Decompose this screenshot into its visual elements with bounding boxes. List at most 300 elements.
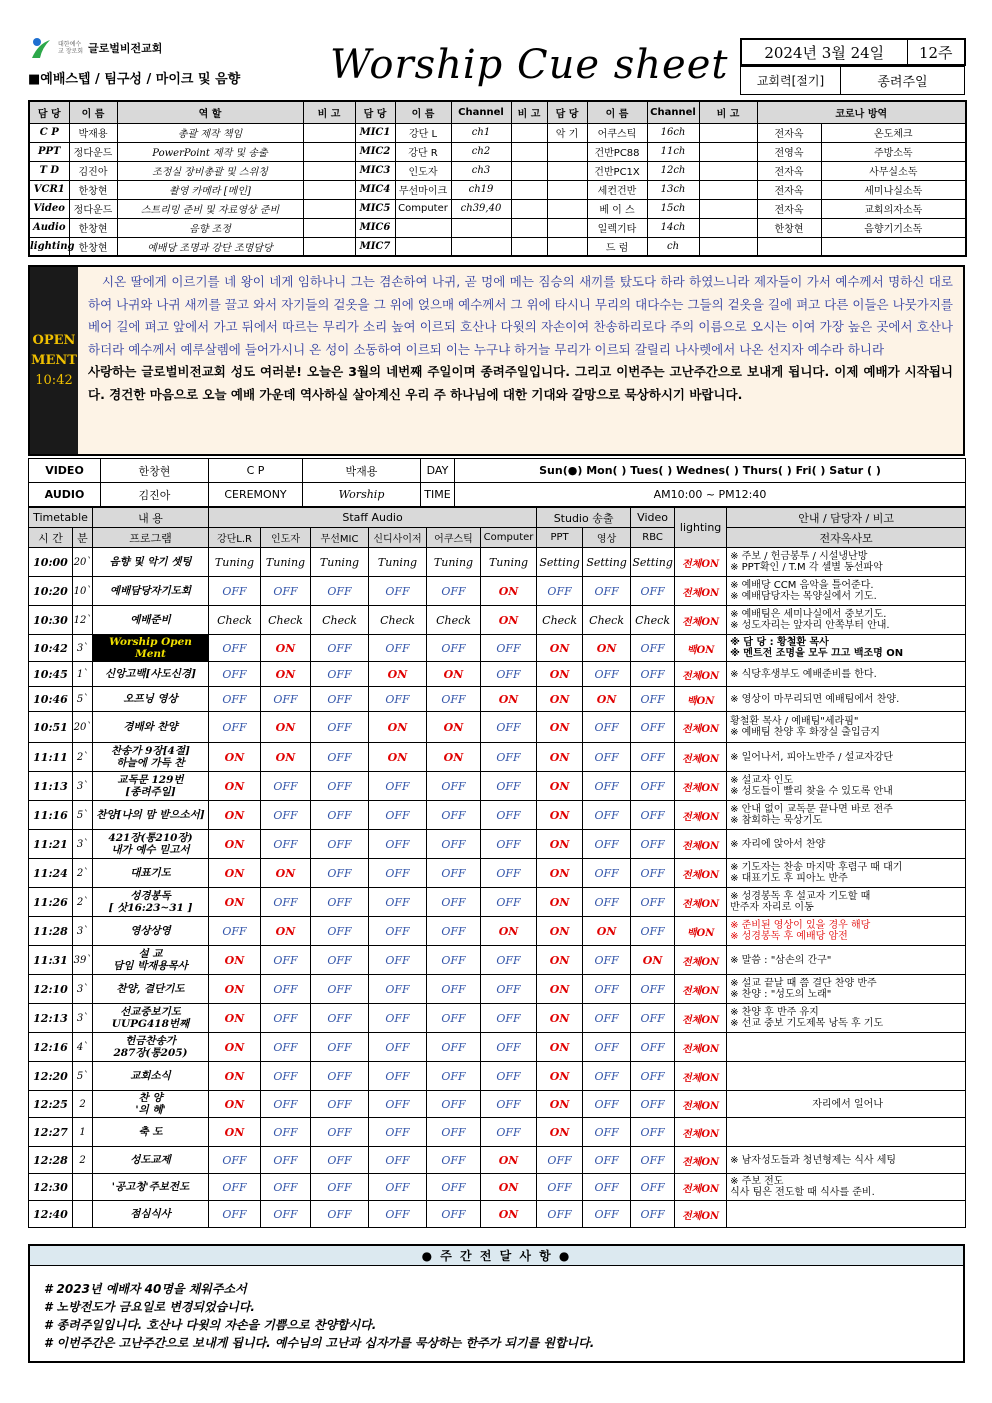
status-cell: OFF: [261, 772, 311, 801]
status-cell: OFF: [311, 662, 369, 687]
schedule-minutes: 2`: [73, 859, 93, 888]
status-cell: Setting: [583, 548, 631, 577]
status-cell: ON: [481, 687, 537, 712]
staff-cell: 어쿠스틱: [587, 123, 647, 142]
audio-name: 김진아: [101, 483, 209, 507]
status-cell: OFF: [427, 1091, 481, 1118]
status-cell: OFF: [311, 830, 369, 859]
staff-cell: 김진아: [69, 161, 117, 180]
staff-cell: [303, 142, 355, 161]
status-cell: ON: [369, 712, 427, 743]
staff-cell: MIC3: [355, 161, 395, 180]
staff-cell: T D: [29, 161, 69, 180]
schedule-minutes: 2`: [73, 743, 93, 772]
program-header: 프로그램: [93, 528, 209, 548]
schedule-program: 대표기도: [93, 859, 209, 888]
status-cell: ON: [209, 743, 261, 772]
status-cell: ON: [583, 917, 631, 946]
status-cell: OFF: [631, 830, 675, 859]
schedule-note: ※ 찬양 후 반주 유지 ※ 선교 중보 기도제목 낭독 후 기도: [727, 1004, 966, 1033]
schedule-minutes: 5`: [73, 801, 93, 830]
status-cell: Setting: [537, 548, 583, 577]
staff-cell: 일렉기타: [587, 218, 647, 237]
opening-label-2: MENT: [31, 352, 77, 368]
status-cell: OFF: [369, 830, 427, 859]
schedule-row: [29, 1091, 966, 1118]
status-cell: OFF: [427, 1147, 481, 1174]
status-cell: OFF: [369, 1147, 427, 1174]
staff-cell: [303, 218, 355, 237]
schedule-minutes: 12`: [73, 606, 93, 635]
status-cell: ON: [481, 917, 537, 946]
schedule-row: [29, 859, 966, 888]
timetable-header: Timetable: [29, 508, 93, 528]
status-cell: ON: [537, 801, 583, 830]
schedule-minutes: 3`: [73, 830, 93, 859]
lighting-cell: 백ON: [675, 635, 727, 662]
staff-cell: [511, 237, 547, 256]
status-cell: OFF: [311, 1201, 369, 1228]
schedule-program: 신앙고백[사도신경]: [93, 662, 209, 687]
schedule-program: 성경봉독 [ 삿16:23~31 ]: [93, 888, 209, 917]
status-cell: ON: [209, 830, 261, 859]
content-header: 내 용: [93, 508, 209, 528]
status-cell: Check: [537, 606, 583, 635]
video-name: 한창현: [101, 459, 209, 483]
status-cell: ON: [537, 830, 583, 859]
status-cell: ON: [209, 888, 261, 917]
status-cell: ON: [261, 662, 311, 687]
schedule-time: 12:13: [29, 1004, 73, 1033]
schedule-minutes: 5`: [73, 1062, 93, 1091]
status-cell: OFF: [583, 1174, 631, 1201]
staff-cell: [303, 180, 355, 199]
status-cell: ON: [427, 743, 481, 772]
staff-header-cell: 이 름: [587, 101, 647, 123]
status-cell: OFF: [369, 888, 427, 917]
schedule-note: ※ 성경봉독 후 설교자 기도할 때 반주자 자리로 이동: [727, 888, 966, 917]
schedule-minutes: 4`: [73, 1033, 93, 1062]
staff-cell: [547, 161, 587, 180]
status-cell: ON: [209, 772, 261, 801]
status-cell: OFF: [311, 946, 369, 975]
schedule-time: 12:16: [29, 1033, 73, 1062]
schedule-minutes: 20`: [73, 712, 93, 743]
staff-cell: [547, 142, 587, 161]
video-header: Video: [631, 508, 675, 528]
staff-header-cell: Channel: [451, 101, 511, 123]
status-cell: OFF: [631, 743, 675, 772]
staff-cell: 촬영 카메라 [메인]: [117, 180, 303, 199]
status-cell: OFF: [481, 859, 537, 888]
status-cell: OFF: [481, 1004, 537, 1033]
status-cell: OFF: [481, 888, 537, 917]
status-cell: ON: [369, 662, 427, 687]
schedule-row: [29, 946, 966, 975]
status-cell: OFF: [261, 1062, 311, 1091]
status-cell: ON: [537, 687, 583, 712]
staff-row: [29, 123, 966, 142]
status-cell: OFF: [369, 1062, 427, 1091]
staff-cell: 14ch: [647, 218, 699, 237]
info-table: [28, 458, 966, 507]
schedule-time: 11:13: [29, 772, 73, 801]
schedule-time: 12:28: [29, 1147, 73, 1174]
schedule-time: 10:51: [29, 712, 73, 743]
status-cell: ON: [481, 606, 537, 635]
staff-cell: ch2: [451, 142, 511, 161]
status-cell: ON: [209, 946, 261, 975]
schedule-time: 12:30: [29, 1174, 73, 1201]
lighting-cell: 전체ON: [675, 1174, 727, 1201]
status-cell: OFF: [481, 1033, 537, 1062]
status-cell: OFF: [369, 1118, 427, 1147]
status-cell: OFF: [261, 830, 311, 859]
schedule-row: [29, 917, 966, 946]
status-cell: OFF: [631, 1004, 675, 1033]
status-cell: OFF: [261, 1033, 311, 1062]
status-cell: OFF: [583, 712, 631, 743]
schedule-row: [29, 687, 966, 712]
status-cell: OFF: [427, 1004, 481, 1033]
staff-cell: 건반PC88: [587, 142, 647, 161]
status-cell: OFF: [369, 1004, 427, 1033]
staff-cell: [699, 142, 757, 161]
status-cell: OFF: [427, 687, 481, 712]
staff-cell: C P: [29, 123, 69, 142]
calendar-box: [740, 66, 965, 95]
column-header: 어쿠스틱: [427, 528, 481, 548]
schedule-program: 점심식사: [93, 1201, 209, 1228]
staff-cell: 한창현: [69, 180, 117, 199]
staff-cell: ch1: [451, 123, 511, 142]
staff-cell: [699, 161, 757, 180]
status-cell: ON: [427, 662, 481, 687]
schedule-note: 황철환 목사 / 예배팀"세라핌" ※ 예배팀 찬양 후 화장실 출입금지: [727, 712, 966, 743]
staff-header-cell: 비 고: [699, 101, 757, 123]
staff-cell: MIC5: [355, 199, 395, 218]
staff-header-cell: Channel: [647, 101, 699, 123]
staff-cell: 전자옥: [757, 180, 821, 199]
status-cell: OFF: [631, 801, 675, 830]
column-header: 신디사이저: [369, 528, 427, 548]
lighting-cell: 전체ON: [675, 830, 727, 859]
schedule-note: ※ 남자성도들과 청년형제는 식사 세팅: [727, 1147, 966, 1174]
staff-audio-header: Staff Audio: [209, 508, 537, 528]
status-cell: Check: [631, 606, 675, 635]
staff-cell: ch19: [451, 180, 511, 199]
schedule-row: [29, 712, 966, 743]
status-cell: ON: [261, 917, 311, 946]
schedule-note: [727, 1033, 966, 1062]
ceremony-label: CEREMONY: [209, 483, 303, 507]
lighting-cell: 전체ON: [675, 577, 727, 606]
schedule-time: 10:20: [29, 577, 73, 606]
status-cell: OFF: [311, 1004, 369, 1033]
status-cell: OFF: [427, 859, 481, 888]
weekly-notice: [28, 1244, 965, 1363]
schedule-note: ※ 예배팀은 세미나실에서 중보기도. ※ 성도자리는 앞자리 안쪽부터 안내.: [727, 606, 966, 635]
schedule-time: 10:45: [29, 662, 73, 687]
status-cell: OFF: [583, 772, 631, 801]
status-cell: OFF: [311, 1033, 369, 1062]
schedule-minutes: 10`: [73, 577, 93, 606]
schedule-note: 자리에서 일어나: [727, 1091, 966, 1118]
status-cell: ON: [583, 635, 631, 662]
status-cell: OFF: [631, 662, 675, 687]
staff-cell: 무선마이크: [395, 180, 451, 199]
lighting-cell: 전체ON: [675, 772, 727, 801]
staff-header-cell: 담 당: [355, 101, 395, 123]
staff-cell: 주방소독: [821, 142, 966, 161]
status-cell: OFF: [481, 1091, 537, 1118]
staff-row: [29, 218, 966, 237]
schedule-minutes: 1`: [73, 662, 93, 687]
status-cell: ON: [261, 712, 311, 743]
schedule-minutes: 5`: [73, 687, 93, 712]
staff-cell: PowerPoint 제작 및 송출: [117, 142, 303, 161]
weekly-list: [30, 1266, 963, 1352]
day-label: DAY: [421, 459, 455, 483]
schedule-time: 11:31: [29, 946, 73, 975]
status-cell: ON: [537, 712, 583, 743]
time-label: TIME: [421, 483, 455, 507]
status-cell: OFF: [311, 712, 369, 743]
weekly-item: # 이번주간은 고난주간으로 보내게 됩니다. 예수님의 고난과 십자가를 묵상하는 한주가 되기를 원합니다.: [44, 1336, 595, 1350]
staff-cell: ch3: [451, 161, 511, 180]
status-cell: OFF: [261, 1091, 311, 1118]
status-cell: OFF: [631, 917, 675, 946]
schedule-row: [29, 801, 966, 830]
status-cell: OFF: [481, 662, 537, 687]
staff-cell: [511, 142, 547, 161]
lighting-cell: 전체ON: [675, 946, 727, 975]
schedule-minutes: 2: [73, 1091, 93, 1118]
status-cell: Tuning: [369, 548, 427, 577]
schedule-program: 찬 양 '의 혜': [93, 1091, 209, 1118]
status-cell: OFF: [583, 888, 631, 917]
staff-cell: 강단 L: [395, 123, 451, 142]
schedule-program: 영상상영: [93, 917, 209, 946]
status-cell: OFF: [427, 830, 481, 859]
staff-cell: 한창현: [757, 218, 821, 237]
status-cell: OFF: [369, 772, 427, 801]
status-cell: OFF: [583, 577, 631, 606]
status-cell: Tuning: [481, 548, 537, 577]
lighting-cell: 전체ON: [675, 606, 727, 635]
schedule-time: 11:16: [29, 801, 73, 830]
status-cell: ON: [537, 1062, 583, 1091]
schedule-minutes: 3`: [73, 1004, 93, 1033]
status-cell: OFF: [311, 635, 369, 662]
opening-label-box: [30, 267, 78, 454]
schedule-note: ※ 일어나서, 피아노반주 / 설교자강단: [727, 743, 966, 772]
staff-cell: 한창현: [69, 237, 117, 256]
status-cell: OFF: [631, 859, 675, 888]
schedule-time: 10:00: [29, 548, 73, 577]
status-cell: OFF: [369, 577, 427, 606]
staff-cell: [395, 218, 451, 237]
status-cell: OFF: [209, 1147, 261, 1174]
lighting-cell: 전체ON: [675, 1118, 727, 1147]
status-cell: ON: [481, 1147, 537, 1174]
staff-cell: [699, 199, 757, 218]
schedule-program: 헌금찬송가 287장(통205): [93, 1033, 209, 1062]
lighting-cell: 전체ON: [675, 548, 727, 577]
status-cell: OFF: [583, 1147, 631, 1174]
staff-table: [28, 100, 967, 257]
week-text: 12주: [907, 39, 965, 65]
staff-cell: 드 럼: [587, 237, 647, 256]
status-cell: Check: [209, 606, 261, 635]
staff-cell: [303, 123, 355, 142]
status-cell: OFF: [537, 1201, 583, 1228]
status-cell: ON: [427, 712, 481, 743]
weekly-item: # 2023년 예배자 40명을 채워주소서: [44, 1282, 247, 1296]
status-cell: ON: [537, 917, 583, 946]
schedule-program: 음향 및 악기 셋팅: [93, 548, 209, 577]
staff-row: [29, 142, 966, 161]
status-cell: ON: [481, 1201, 537, 1228]
schedule-table: [28, 507, 966, 1228]
status-cell: OFF: [209, 1201, 261, 1228]
status-cell: OFF: [631, 635, 675, 662]
staff-cell: 정다운드: [69, 142, 117, 161]
staff-cell: [757, 237, 821, 256]
status-cell: OFF: [311, 975, 369, 1004]
status-cell: OFF: [427, 635, 481, 662]
calendar-label: 교회력[절기]: [741, 67, 841, 95]
schedule-minutes: 2: [73, 1147, 93, 1174]
status-cell: OFF: [369, 975, 427, 1004]
status-cell: OFF: [427, 577, 481, 606]
status-cell: OFF: [369, 1033, 427, 1062]
status-cell: OFF: [631, 1091, 675, 1118]
staff-header-cell: 담 당: [547, 101, 587, 123]
schedule-minutes: 3`: [73, 772, 93, 801]
staff-cell: MIC4: [355, 180, 395, 199]
schedule-row: [29, 743, 966, 772]
staff-cell: 15ch: [647, 199, 699, 218]
status-cell: ON: [537, 1091, 583, 1118]
status-cell: OFF: [631, 1174, 675, 1201]
column-header: 무선MIC: [311, 528, 369, 548]
staff-cell: [303, 237, 355, 256]
schedule-time: 11:28: [29, 917, 73, 946]
weekly-item: # 종려주일입니다. 호산나 다윗의 자손을 기쁨으로 찬양합시다.: [44, 1318, 377, 1332]
staff-cell: 11ch: [647, 142, 699, 161]
status-cell: OFF: [311, 801, 369, 830]
staff-cell: 인도자: [395, 161, 451, 180]
status-cell: ON: [537, 859, 583, 888]
staff-cell: VCR1: [29, 180, 69, 199]
staff-cell: [547, 180, 587, 199]
status-cell: ON: [631, 946, 675, 975]
status-cell: ON: [209, 1118, 261, 1147]
schedule-note: ※ 식당후생부도 예배준비를 한다.: [727, 662, 966, 687]
staff-cell: [303, 161, 355, 180]
status-cell: OFF: [311, 1174, 369, 1201]
staff-cell: [547, 237, 587, 256]
video-label: VIDEO: [29, 459, 101, 483]
schedule-row: [29, 888, 966, 917]
opening-time: 10:42: [35, 372, 73, 388]
lighting-cell: 전체ON: [675, 1201, 727, 1228]
schedule-program: Worship Open Ment: [93, 635, 209, 662]
staff-cell: [547, 199, 587, 218]
column-header: Computer: [481, 528, 537, 548]
schedule-note: ※ 주보 전도 식사 팀은 전도할 때 식사를 준비.: [727, 1174, 966, 1201]
status-cell: OFF: [631, 1033, 675, 1062]
staff-header-cell: 이 름: [395, 101, 451, 123]
schedule-note: ※ 준비된 영상이 있을 경우 해당 ※ 성경봉독 후 예배당 암전: [727, 917, 966, 946]
status-cell: OFF: [311, 917, 369, 946]
status-cell: ON: [537, 743, 583, 772]
schedule-row: [29, 975, 966, 1004]
status-cell: OFF: [209, 687, 261, 712]
schedule-note: ※ 주보 / 헌금봉투 / 시설냉난방 ※ PPT확인 / T.M 각 셀별 동선파악: [727, 548, 966, 577]
status-cell: OFF: [311, 577, 369, 606]
status-cell: OFF: [311, 743, 369, 772]
page-title: Worship Cue sheet: [330, 42, 729, 88]
status-cell: OFF: [427, 888, 481, 917]
schedule-row: [29, 772, 966, 801]
column-header: 인도자: [261, 528, 311, 548]
status-cell: OFF: [209, 577, 261, 606]
schedule-row: [29, 1174, 966, 1201]
staff-cell: Audio: [29, 218, 69, 237]
schedule-note: [727, 1201, 966, 1228]
status-cell: OFF: [481, 946, 537, 975]
status-cell: OFF: [427, 975, 481, 1004]
staff-cell: lighting: [29, 237, 69, 256]
lighting-cell: 전체ON: [675, 801, 727, 830]
status-cell: OFF: [427, 1174, 481, 1201]
status-cell: OFF: [481, 772, 537, 801]
staff-cell: 한창현: [69, 218, 117, 237]
status-cell: OFF: [583, 1118, 631, 1147]
lighting-header: lighting: [675, 508, 727, 548]
schedule-time: 12:10: [29, 975, 73, 1004]
schedule-time: 11:21: [29, 830, 73, 859]
lighting-cell: 전체ON: [675, 743, 727, 772]
schedule-time: 12:20: [29, 1062, 73, 1091]
staff-header-cell: 코로나 방역: [757, 101, 966, 123]
schedule-note: ※ 기도자는 찬송 마지막 후렴구 때 대기 ※ 대표기도 후 피아노 반주: [727, 859, 966, 888]
status-cell: ON: [481, 1174, 537, 1201]
schedule-time: 12:40: [29, 1201, 73, 1228]
schedule-note: [727, 1118, 966, 1147]
schedule-row: [29, 1004, 966, 1033]
status-cell: Tuning: [209, 548, 261, 577]
status-cell: OFF: [427, 801, 481, 830]
schedule-note: ※ 담 당 : 황철환 목사 ※ 멘트전 조명을 모두 끄고 백조명 ON: [727, 635, 966, 662]
status-cell: OFF: [427, 772, 481, 801]
church-logo: [28, 36, 168, 60]
time-header: 시 간: [29, 528, 73, 548]
status-cell: OFF: [583, 859, 631, 888]
staff-cell: [395, 237, 451, 256]
schedule-row: [29, 1062, 966, 1091]
schedule-time: 10:42: [29, 635, 73, 662]
status-cell: OFF: [537, 1147, 583, 1174]
status-cell: OFF: [209, 662, 261, 687]
logo-small-text: 대한예수교 장로회: [58, 41, 84, 55]
guide-sub-header: 전자옥사모: [727, 528, 966, 548]
schedule-program: 예배담당자기도회: [93, 577, 209, 606]
schedule-note: ※ 설교자 인도 ※ 성도들이 빨리 찾을 수 있도록 안내: [727, 772, 966, 801]
lighting-cell: 전체ON: [675, 1033, 727, 1062]
